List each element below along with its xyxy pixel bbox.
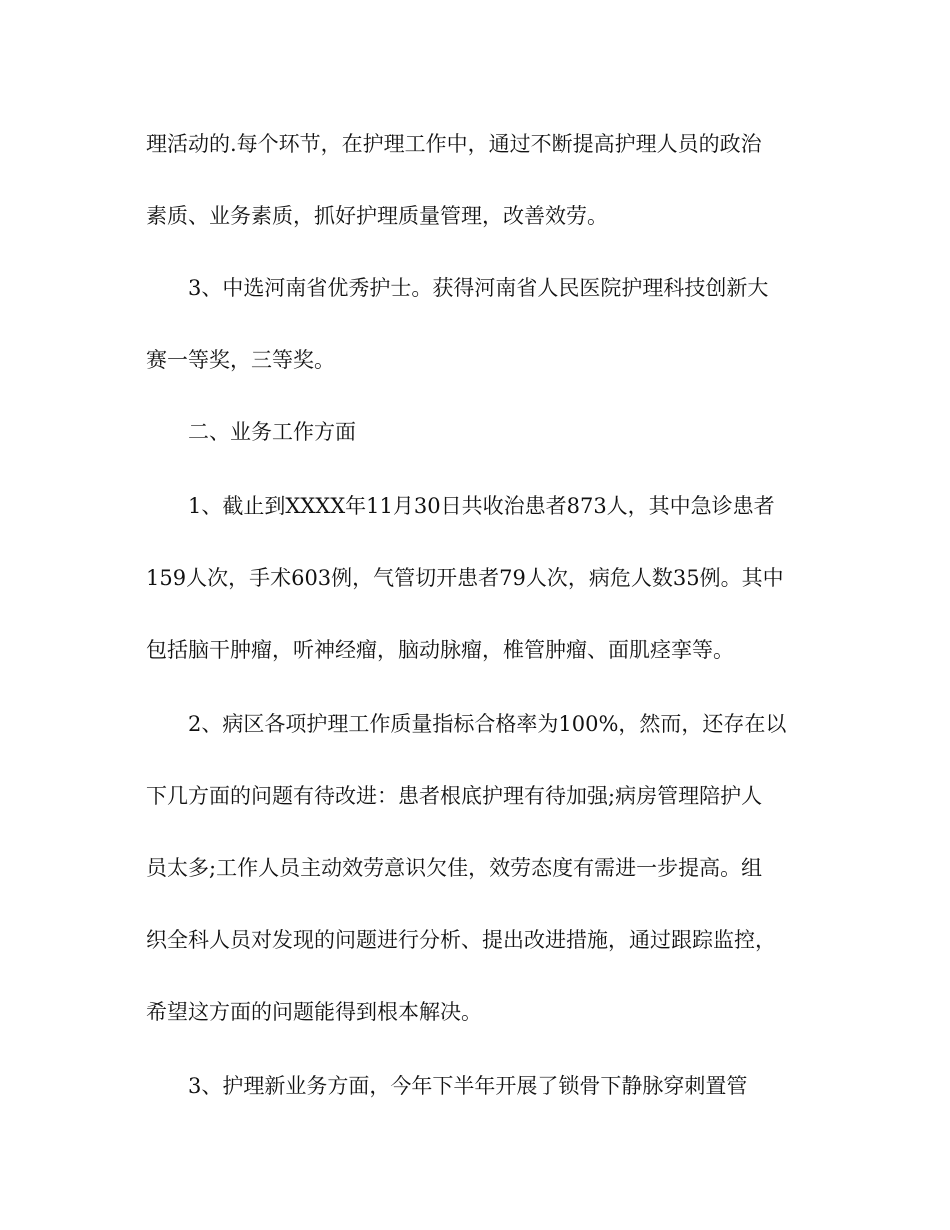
- text-line: 赛一等奖，三等奖。: [146, 348, 335, 372]
- text-line: 2、病区各项护理工作质量指标合格率为100%，然而，还存在以: [188, 712, 787, 736]
- text-line: 1、截止到XXXX年11月30日共收治患者873人，其中急诊患者: [188, 494, 775, 518]
- text-line: 3、中选河南省优秀护士。获得河南省人民医院护理科技创新大: [188, 276, 769, 300]
- text-line: 员太多;工作人员主动效劳意识欠佳，效劳态度有需进一步提高。组: [146, 856, 763, 880]
- text-line: 希望这方面的问题能得到根本解决。: [146, 1000, 482, 1024]
- text-line: 159人次，手术603例，气管切开患者79人次，病危人数35例。其中: [146, 566, 784, 590]
- text-line: 下几方面的问题有待改进：患者根底护理有待加强;病房管理陪护人: [146, 784, 763, 808]
- text-line: 素质、业务素质，抓好护理质量管理，改善效劳。: [146, 204, 608, 228]
- text-line: 包括脑干肿瘤，听神经瘤，脑动脉瘤，椎管肿瘤、面肌痉挛等。: [146, 638, 734, 662]
- section-heading: 二、业务工作方面: [188, 420, 356, 444]
- text-line: 理活动的.每个环节，在护理工作中，通过不断提高护理人员的政治: [146, 132, 762, 156]
- text-line: 3、护理新业务方面，今年下半年开展了锁骨下静脉穿刺置管: [188, 1074, 748, 1098]
- text-line: 织全科人员对发现的问题进行分析、提出改进措施，通过跟踪监控，: [146, 928, 776, 952]
